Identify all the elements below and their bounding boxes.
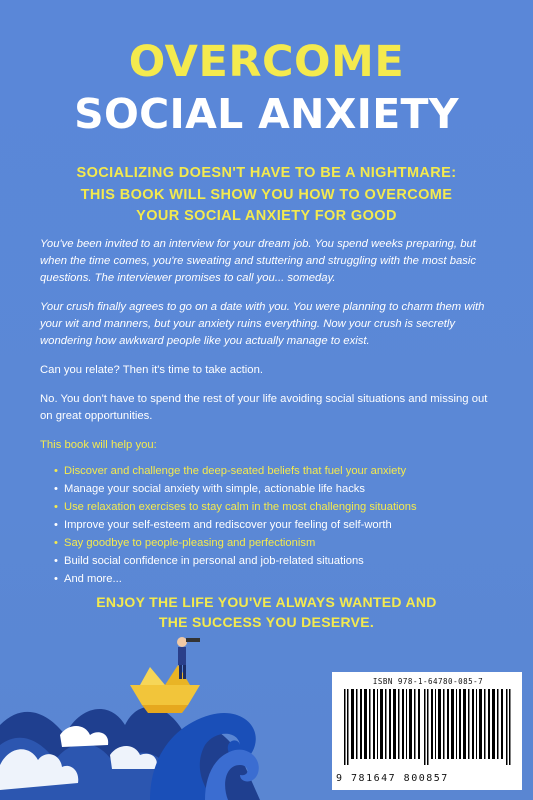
subtitle-line-2: THIS BOOK WILL SHOW YOU HOW TO OVERCOME xyxy=(80,186,453,203)
subtitle xyxy=(30,163,503,228)
subtitle-line-3: YOUR SOCIAL ANXIETY FOR GOOD xyxy=(136,208,397,224)
benefit-item: • Say goodbye to people-pleasing and perfectionism xyxy=(54,534,500,552)
closing-line-2: THE SUCCESS YOU DESERVE. xyxy=(158,614,375,630)
benefit-item: • Use relaxation exercises to stay calm in the most challenging situations xyxy=(54,498,500,516)
benefit-item: • Manage your social anxiety with simple, actionable life hacks xyxy=(54,480,500,498)
benefit-item: • Build social confidence in personal and job-related situations xyxy=(54,552,500,570)
title-line-1: OVERCOME xyxy=(128,37,405,87)
benefit-item: • And more... xyxy=(54,570,500,588)
blurb-paragraph-1: You've been invited to an interview for your dream job. You spend weeks preparing, but when the time comes, you're sweating and stuttering and struggling with the most basic questions. The interviewer promises to call you... someday. xyxy=(40,238,477,284)
closing-line-1: ENJOY THE LIFE YOU'VE ALWAYS WANTED AND xyxy=(96,594,437,610)
benefit-list xyxy=(54,462,500,588)
isbn-barcode xyxy=(332,672,522,790)
blurb-paragraph-3: Can you relate? Then it's time to take action. xyxy=(40,364,263,376)
isbn-label: ISBN 978-1-64780-085-7 xyxy=(372,677,484,686)
title-line-2: SOCIAL ANXIETY xyxy=(74,90,459,138)
blurb-paragraph-2: Your crush finally agrees to go on a date with you. You were planning to charm them with your wit and manners, but your anxiety ruins everything. Now your crush is secretly wondering how awkward people like you actually manage to exist. xyxy=(40,301,485,347)
benefit-item: • Improve your self-esteem and rediscover your feeling of self-worth xyxy=(54,516,500,534)
blurb-paragraph-4: No. You don't have to spend the rest of your life avoiding social situations and missing out on great opportunities. xyxy=(40,393,488,422)
isbn-digits: 9 781647 800857 xyxy=(336,773,449,784)
help-heading: This book will help you: xyxy=(40,439,157,451)
benefit-item: • Discover and challenge the deep-seated beliefs that fuel your anxiety xyxy=(54,462,500,480)
barcode-bars xyxy=(342,689,514,765)
blurb-body xyxy=(40,236,500,588)
paper-boat-waves-illustration xyxy=(0,605,300,800)
subtitle-line-1: SOCIALIZING DOESN'T HAVE TO BE A NIGHTMARE: xyxy=(76,165,457,181)
